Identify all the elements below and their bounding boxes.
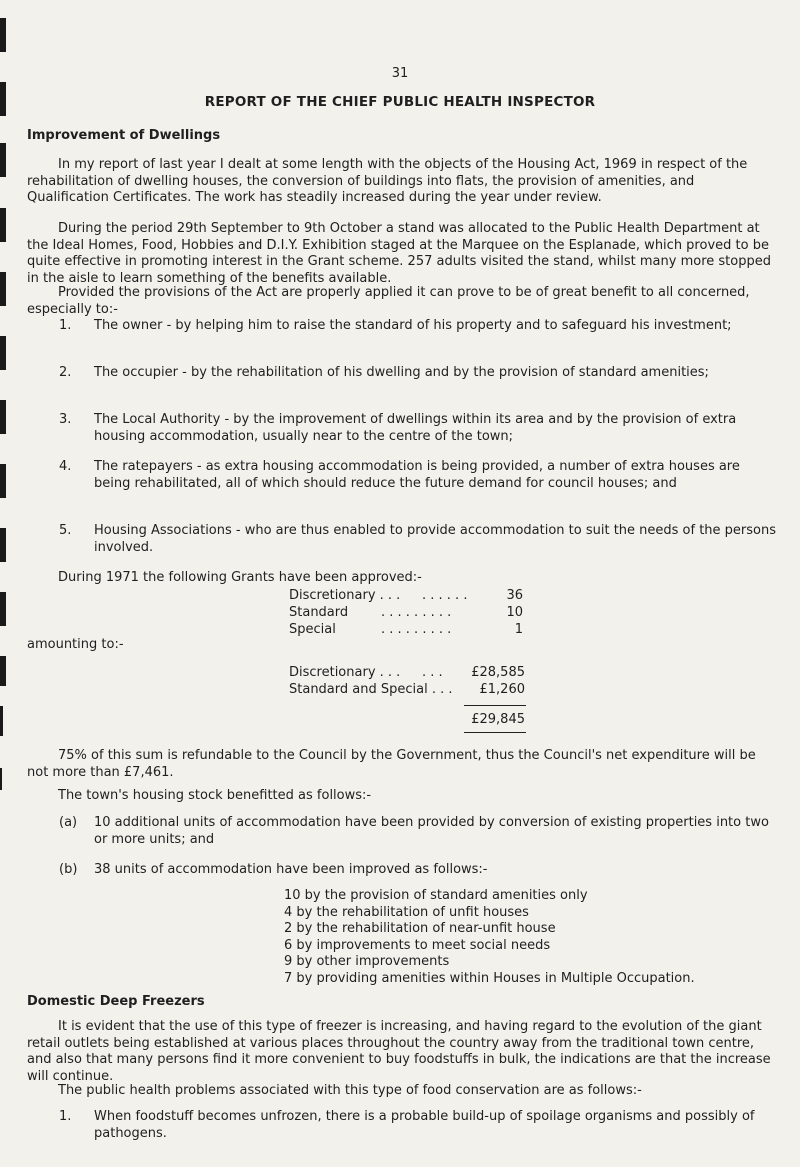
list-item: 10 by the provision of standard amenities only (284, 888, 588, 903)
leader-dots: . . . . . . (422, 588, 468, 603)
benefit-item (59, 412, 777, 445)
grants-intro: During 1971 the following Grants have been approved:- (58, 570, 422, 585)
binding-edge-mark (0, 143, 6, 177)
table-row (289, 712, 525, 729)
amount-label: Standard and Special . . . (289, 682, 453, 697)
benefit-item (59, 459, 777, 492)
amount-label: Discretionary . . . (289, 665, 401, 680)
binding-edge-mark (0, 706, 3, 736)
binding-edge-mark (0, 18, 6, 52)
total-amount: £29,845 (471, 712, 525, 727)
paragraph: It is evident that the use of this type of freezer is increasing, and having regard to the evolution of the giant retail outlets being established at various places throughout the country away from the traditional town centre, and also that many persons find it more convenient to buy foodstuffs in bulk, the indications are that the increase will continue. (27, 1019, 771, 1084)
leader-dots: . . . (422, 665, 443, 680)
item-number: 2. (59, 365, 72, 380)
grant-label: Special (289, 622, 336, 637)
grants-count-table (289, 588, 523, 639)
table-row (289, 682, 525, 699)
grant-count: 1 (514, 622, 523, 637)
stock-item (59, 862, 777, 879)
grant-count: 36 (506, 588, 523, 603)
table-row (289, 665, 525, 682)
binding-edge-mark (0, 400, 6, 434)
item-text: The owner - by helping him to raise the standard of his property and to safeguard his investment; (94, 318, 732, 333)
item-number: 1. (59, 1109, 72, 1124)
item-number: 1. (59, 318, 72, 333)
item-number: 3. (59, 412, 72, 427)
problem-item (59, 1109, 777, 1142)
benefit-item (59, 523, 777, 556)
amounting-label: amounting to:- (27, 637, 124, 652)
binding-edge-mark (0, 208, 6, 242)
item-number: 4. (59, 459, 72, 474)
binding-edge-mark (0, 336, 6, 370)
grant-count: 10 (506, 605, 523, 620)
grant-label: Standard (289, 605, 349, 620)
binding-edge-mark (0, 528, 6, 562)
item-text: Housing Associations - who are thus enabled to provide accommodation to suit the needs of the persons involved. (94, 523, 777, 555)
binding-edge-mark (0, 592, 6, 626)
item-number: (b) (59, 862, 78, 877)
paragraph: The public health problems associated with this type of food conservation are as follows:- (58, 1083, 642, 1098)
amount-value: £1,260 (479, 682, 525, 697)
paragraph: The town's housing stock benefitted as follows:- (58, 788, 372, 803)
table-row (289, 588, 523, 605)
improvement-list (284, 888, 695, 987)
item-text: The ratepayers - as extra housing accommodation is being provided, a number of extra houses are being rehabilitated, all of which should reduce the future demand for council houses; and (94, 459, 740, 491)
paragraph: 75% of this sum is refundable to the Council by the Government, thus the Council's net expenditure will be not more than £7,461. (27, 748, 756, 780)
binding-edge-mark (0, 464, 6, 498)
binding-edge-mark (0, 272, 6, 306)
list-item: 6 by improvements to meet social needs (284, 937, 551, 953)
list-item: 7 by providing amenities within Houses in Multiple Occupation. (284, 970, 695, 986)
section-heading-freezers: Domestic Deep Freezers (27, 994, 205, 1009)
benefit-item (59, 318, 777, 335)
list-item: 9 by other improvements (284, 954, 450, 969)
table-row (289, 605, 523, 622)
grants-total (289, 712, 525, 729)
benefit-item (59, 365, 777, 382)
item-text: 10 additional units of accommodation have been provided by conversion of existing properties into two or more units; and (94, 815, 769, 847)
grant-label: Discretionary . . . (289, 588, 401, 603)
item-text: 38 units of accommodation have been improved as follows:- (94, 862, 488, 877)
page-title: REPORT OF THE CHIEF PUBLIC HEALTH INSPECTOR (204, 94, 596, 110)
paragraph: Provided the provisions of the Act are properly applied it can prove to be of great benefit to all concerned, especially to:- (27, 285, 750, 317)
total-rule (464, 732, 526, 733)
binding-edge-mark (0, 768, 2, 790)
page-number: 31 (391, 66, 409, 81)
binding-edge-mark (0, 656, 6, 686)
list-item: 4 by the rehabilitation of unfit houses (284, 904, 529, 920)
item-text: The Local Authority - by the improvement of dwellings within its area and by the provision of extra housing accommodation, usually near to the centre of the town; (94, 412, 737, 444)
list-item: 2 by the rehabilitation of near-unfit house (284, 921, 556, 936)
leader-dots: . . . . . . . . . (381, 605, 452, 620)
amount-value: £28,585 (471, 665, 525, 680)
leader-dots: . . . . . . . . . (381, 622, 452, 637)
subtotal-rule (464, 705, 526, 706)
item-number: (a) (59, 815, 78, 830)
grants-amount-table (289, 665, 525, 699)
stock-item (59, 815, 777, 848)
paragraph: In my report of last year I dealt at some length with the objects of the Housing Act, 1969 in respect of the rehabilitation of dwelling houses, the conversion of buildings into flats, the provision of amenities, and Qualification Certificates. The work has steadily increased during the year under review. (27, 157, 748, 205)
section-heading-improvement: Improvement of Dwellings (27, 128, 221, 143)
item-text: When foodstuff becomes unfrozen, there is a probable build-up of spoilage organisms and possibly of pathogens. (94, 1109, 755, 1141)
paragraph: During the period 29th September to 9th October a stand was allocated to the Public Health Department at the Ideal Homes, Food, Hobbies and D.I.Y. Exhibition staged at the Marquee on the Esplanade, which proved to be quite effective in promoting interest in the Grant scheme. 257 adults visited the stand, whilst many more stopped in the aisle to learn something of the benefits available. (27, 221, 771, 286)
item-text: The occupier - by the rehabilitation of his dwelling and by the provision of standard amenities; (94, 365, 709, 380)
item-number: 5. (59, 523, 72, 538)
